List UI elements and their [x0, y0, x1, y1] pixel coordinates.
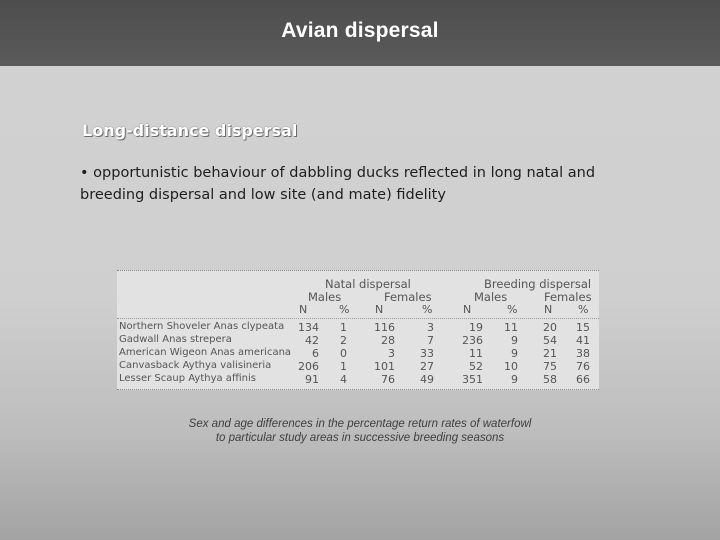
dispersal-table	[117, 270, 599, 390]
table-cell: 28	[381, 334, 395, 347]
table-cell: 206	[298, 360, 319, 373]
table-cell: 91	[305, 373, 319, 386]
table-cell: 3	[388, 347, 395, 360]
table-cell: 11	[469, 347, 483, 360]
table-cell: 7	[427, 334, 434, 347]
table-cell: 1	[340, 360, 347, 373]
table-cell: 66	[576, 373, 590, 386]
col-header: %	[422, 303, 433, 316]
table-cell: 101	[374, 360, 395, 373]
table-row-species: Gadwall Anas strepera	[119, 334, 232, 345]
subheader-natal-females: Females	[384, 290, 432, 304]
table-cell: 52	[469, 360, 483, 373]
table-cell: 134	[298, 321, 319, 334]
table-cell: 38	[576, 347, 590, 360]
table-cell: 116	[374, 321, 395, 334]
table-cell: 42	[305, 334, 319, 347]
table-cell: 11	[504, 321, 518, 334]
table-row-species: Northern Shoveler Anas clypeata	[119, 321, 285, 332]
title-bar	[0, 0, 720, 66]
caption-line-1: Sex and age differences in the percentage return rates of waterfowl	[188, 418, 532, 430]
col-header: N	[299, 303, 308, 316]
table-cell: 1	[340, 321, 347, 334]
group-header-breeding: Breeding dispersal	[484, 277, 592, 291]
table-cell: 351	[462, 373, 483, 386]
table-cell: 4	[340, 373, 347, 386]
col-header: N	[375, 303, 384, 316]
table-cell: 76	[576, 360, 590, 373]
table-cell: 9	[511, 373, 518, 386]
table-cell: 20	[543, 321, 557, 334]
subheader-breeding-males: Males	[474, 290, 508, 304]
table-cell: 236	[462, 334, 483, 347]
col-header: %	[507, 303, 518, 316]
table-cell: 10	[504, 360, 518, 373]
table-cell: 76	[381, 373, 395, 386]
table-cell: 3	[427, 321, 434, 334]
slide-title: Avian dispersal	[281, 19, 439, 42]
table-cell: 49	[420, 373, 434, 386]
table-row-species: Canvasback Aythya valisineria	[119, 360, 272, 371]
table-cell: 9	[511, 334, 518, 347]
table-cell: 27	[420, 360, 434, 373]
table-cell: 21	[543, 347, 557, 360]
table-cell: 75	[543, 360, 557, 373]
table-cell: 58	[543, 373, 557, 386]
group-header-natal: Natal dispersal	[325, 277, 411, 291]
header-rule	[117, 318, 599, 319]
table-cell: 6	[312, 347, 319, 360]
col-header: N	[544, 303, 553, 316]
col-header: %	[339, 303, 350, 316]
table-row-species: American Wigeon Anas americana	[119, 347, 292, 358]
table-cell: 0	[340, 347, 347, 360]
table-cell: 19	[469, 321, 483, 334]
table-cell: 54	[543, 334, 557, 347]
caption-line-2: to particular study areas in successive breeding seasons	[215, 432, 505, 444]
table-cell: 41	[576, 334, 590, 347]
table-cell: 9	[511, 347, 518, 360]
section-heading: Long-distance dispersal	[82, 121, 298, 140]
table-row-species: Lesser Scaup Aythya affinis	[119, 373, 256, 384]
col-header: %	[578, 303, 589, 316]
subheader-natal-males: Males	[308, 290, 342, 304]
bullet-text: • opportunistic behaviour of dabbling ducks reflected in long natal and breeding dispersal and low site (and mate) fidelity	[80, 165, 596, 203]
table-cell: 33	[420, 347, 434, 360]
table-caption	[150, 417, 570, 445]
table-cell: 15	[576, 321, 590, 334]
col-header: N	[463, 303, 472, 316]
subheader-breeding-females: Females	[544, 290, 592, 304]
table-cell: 2	[340, 334, 347, 347]
